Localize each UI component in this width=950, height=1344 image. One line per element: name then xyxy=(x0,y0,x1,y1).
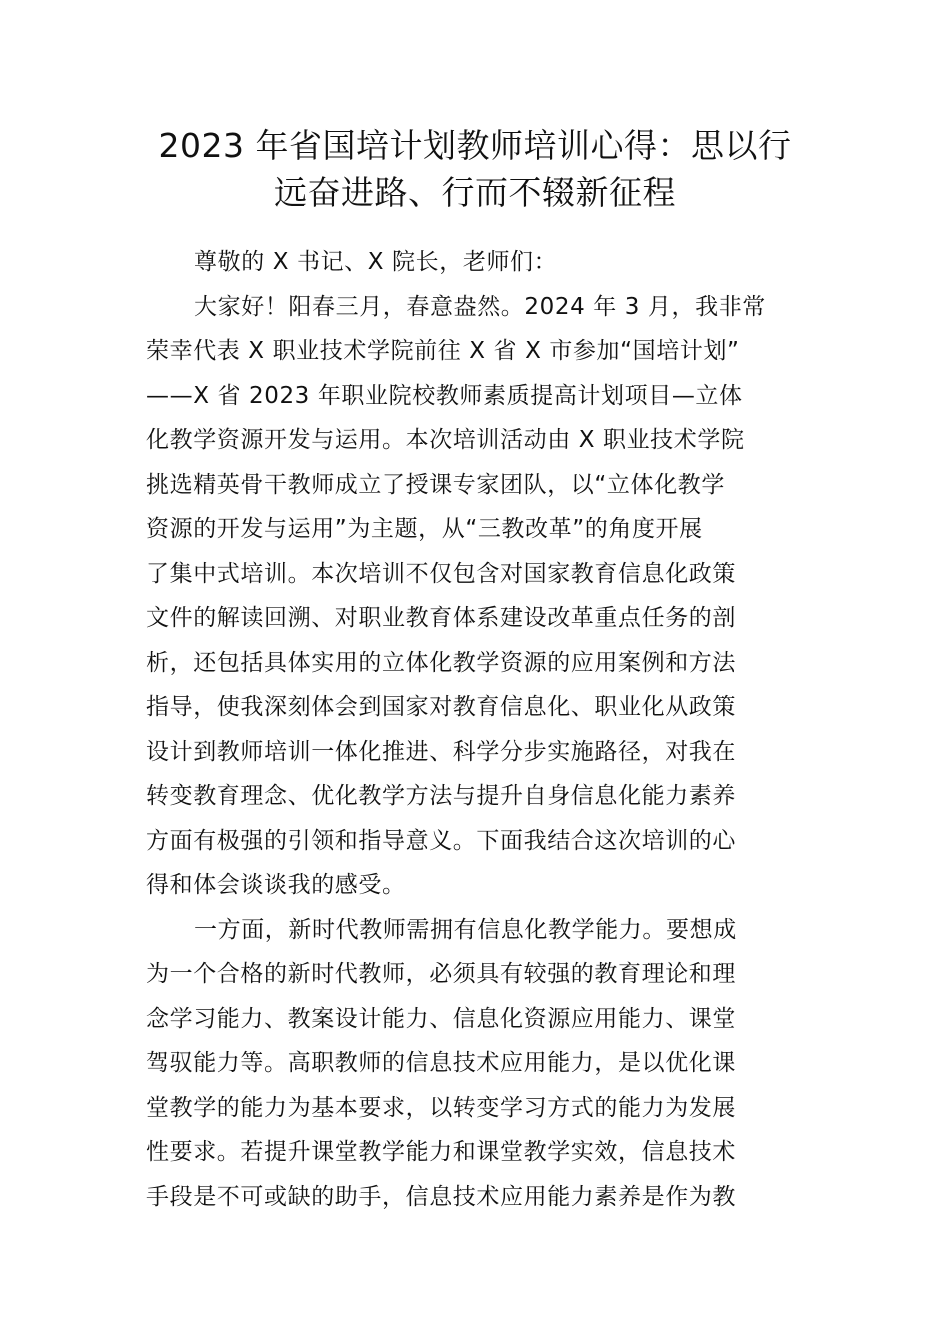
body-line: 挑选精英骨干教师成立了授课专家团队，以“立体化教学 xyxy=(146,471,725,498)
body-line: ——X 省 2023 年职业院校教师素质提高计划项目—立体 xyxy=(146,382,743,409)
title-line: 远奋进路、行而不辍新征程 xyxy=(274,173,676,212)
body-line: 一方面，新时代教师需拥有信息化教学能力。要想成 xyxy=(194,916,737,943)
body-line: 念学习能力、教案设计能力、信息化资源应用能力、课堂 xyxy=(146,1005,736,1032)
body-line: 得和体会谈谈我的感受。 xyxy=(146,872,406,898)
body-line: 大家好！阳春三月，春意盎然。2024 年 3 月，我非常 xyxy=(194,293,766,320)
body-line: 堂教学的能力为基本要求，以转变学习方式的能力为发展 xyxy=(146,1094,736,1121)
body-line: 为一个合格的新时代教师，必须具有较强的教育理论和理 xyxy=(146,961,736,987)
body-line: 驾驭能力等。高职教师的信息技术应用能力，是以优化课 xyxy=(146,1050,736,1076)
body-line: 资源的开发与运用”为主题，从“三教改革”的角度开展 xyxy=(146,516,703,542)
body-line: 荣幸代表 X 职业技术学院前往 X 省 X 市参加“国培计划” xyxy=(146,338,740,364)
body-line: 文件的解读回溯、对职业教育体系建设改革重点任务的剖 xyxy=(146,605,736,631)
body-line: 化教学资源开发与运用。本次培训活动由 X 职业技术学院 xyxy=(146,427,745,453)
body-line: 指导，使我深刻体会到国家对教育信息化、职业化从政策 xyxy=(146,694,736,720)
body-line: 方面有极强的引领和指导意义。下面我结合这次培训的心 xyxy=(146,827,736,854)
salutation-line: 尊敬的 X 书记、X 院长，老师们： xyxy=(194,249,558,275)
body-line: 设计到教师培训一体化推进、科学分步实施路径，对我在 xyxy=(146,738,736,765)
document-body xyxy=(146,240,810,1219)
body-line: 转变教育理念、优化教学方法与提升自身信息化能力素养 xyxy=(146,783,736,809)
body-line: 性要求。若提升课堂教学能力和课堂教学实效，信息技术 xyxy=(146,1139,736,1165)
body-line: 析，还包括具体实用的立体化教学资源的应用案例和方法 xyxy=(146,649,736,676)
body-line: 手段是不可或缺的助手，信息技术应用能力素养是作为教 xyxy=(146,1183,736,1210)
title-line: 2023 年省国培计划教师培训心得：思以行 xyxy=(158,126,792,165)
body-line: 了集中式培训。本次培训不仅包含对国家教育信息化政策 xyxy=(146,560,736,587)
document-title xyxy=(120,122,830,216)
